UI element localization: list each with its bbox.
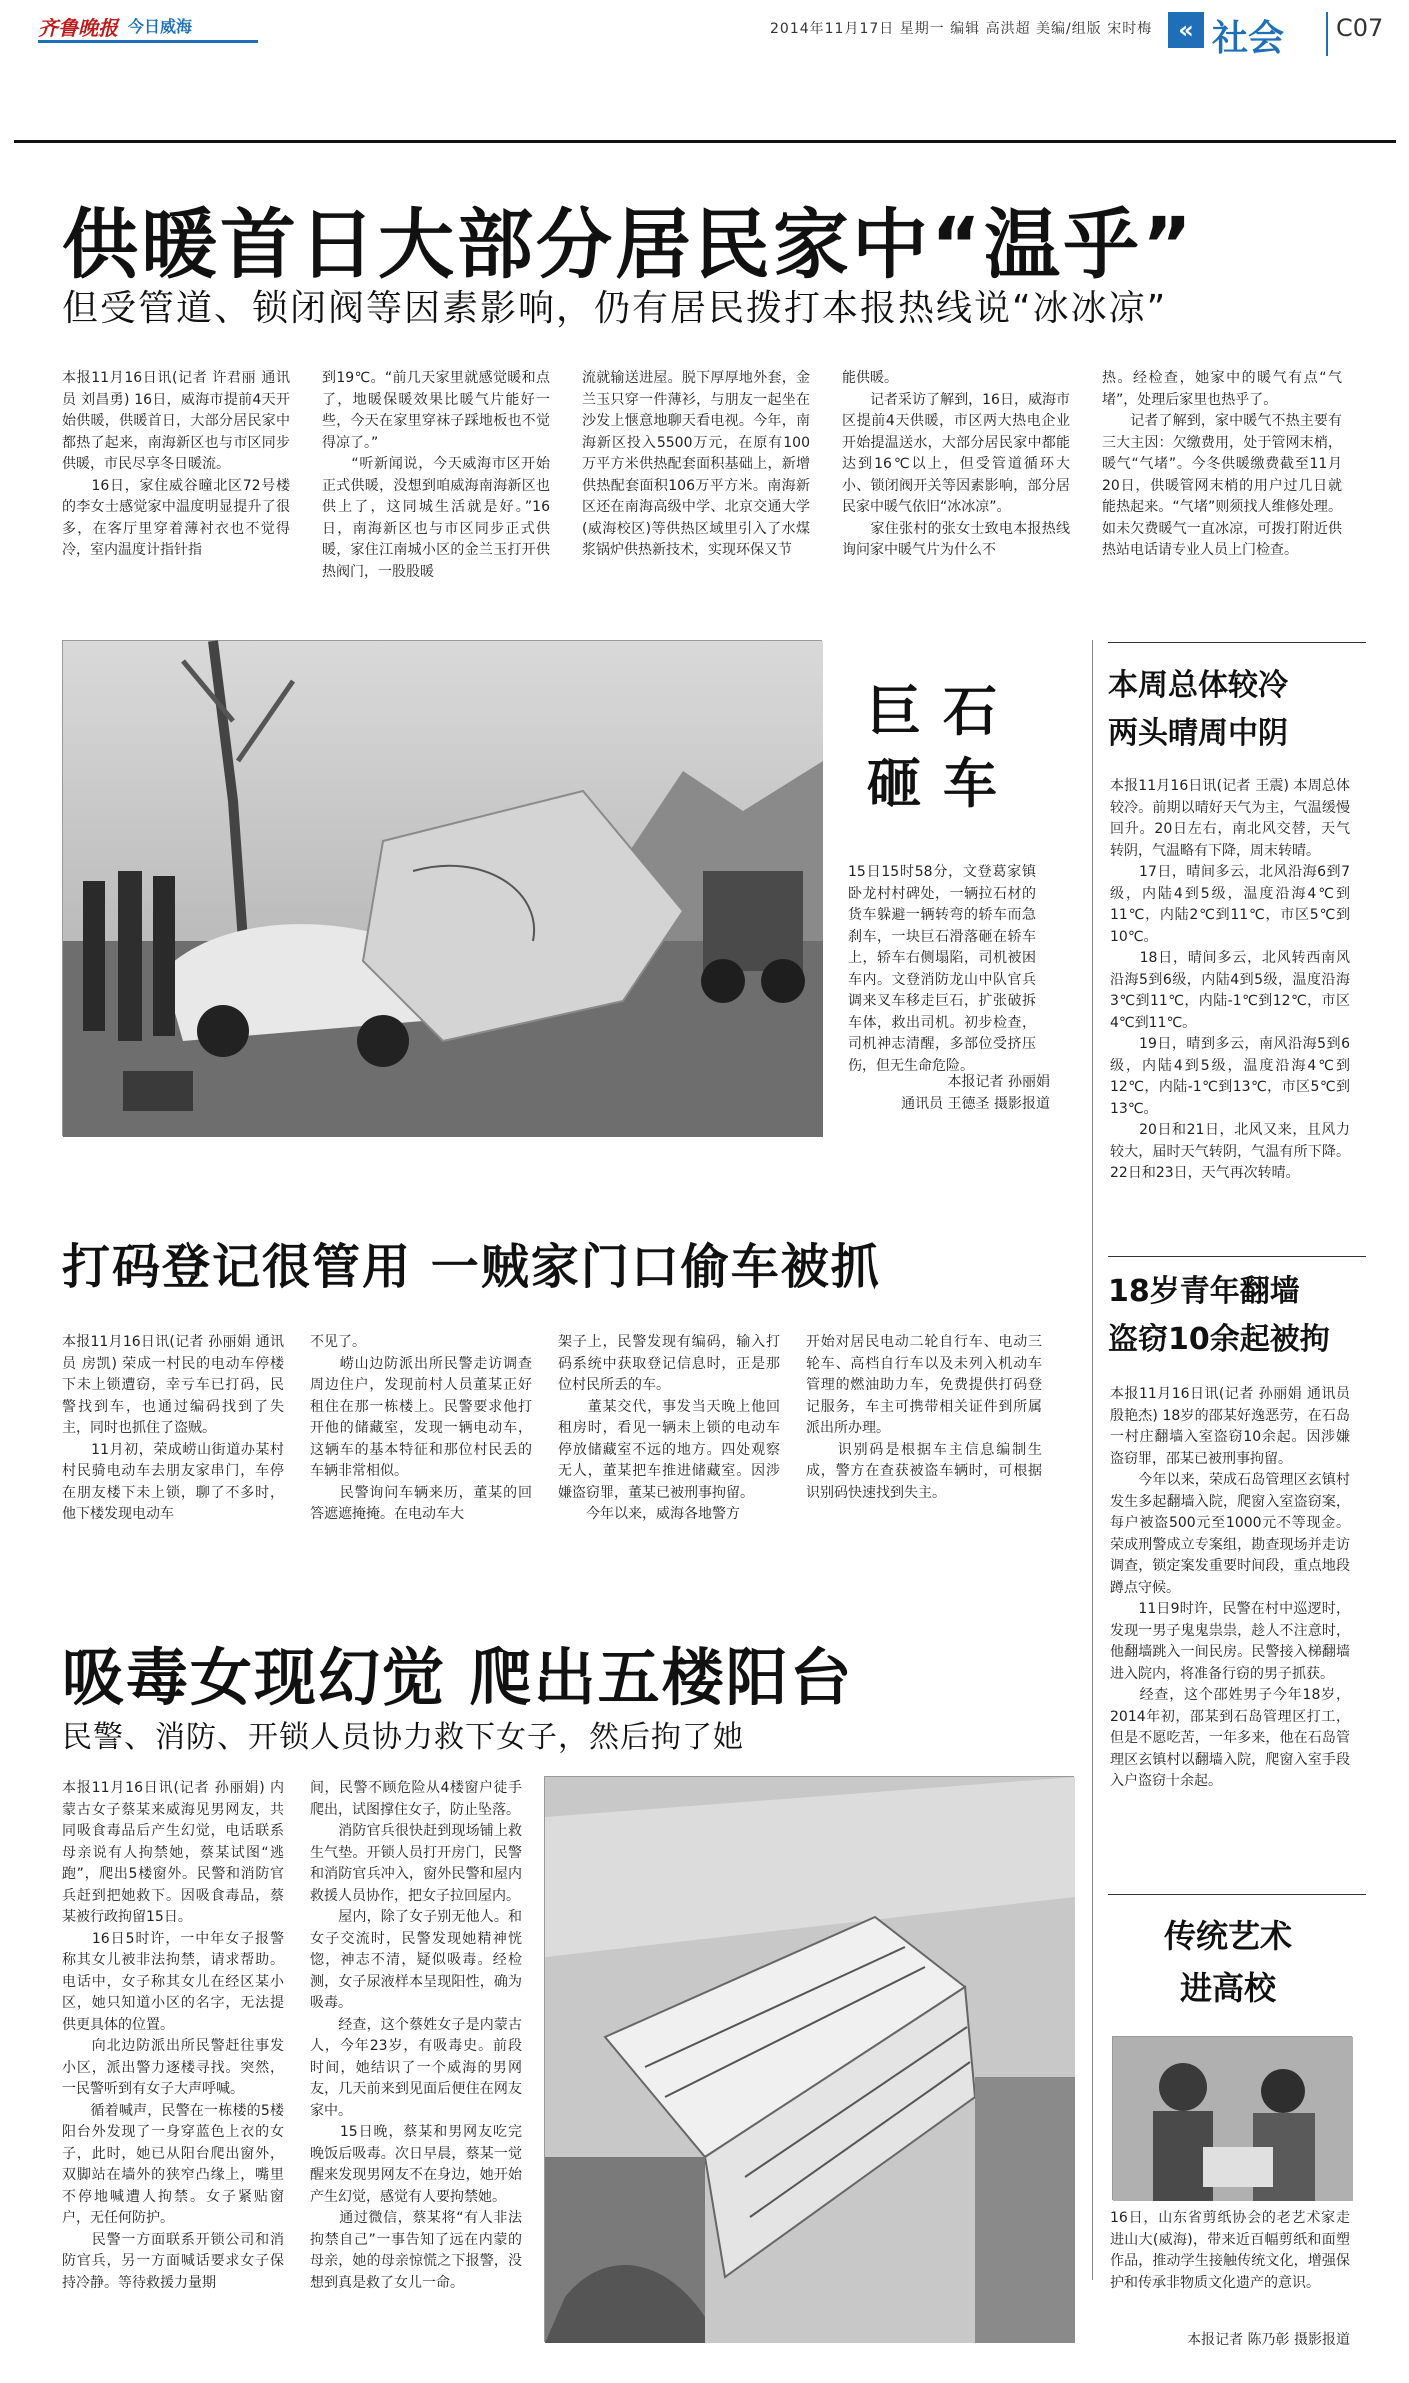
rock-title-line-1: 巨石	[867, 680, 1019, 743]
masthead-rule	[38, 40, 258, 43]
rock-credit-2: 通讯员 王德圣 摄影报道	[901, 1096, 1050, 1112]
art-credit: 本报记者 陈乃彰 摄影报道	[1187, 2332, 1350, 2348]
rock-crash-image	[63, 641, 823, 1137]
theft-column-3: 架子上，民警发现有编码，输入打码系统中获取登记信息时，正是那位村民所丢的车。 董某交代，事发当天晚上他回租房时，看见一辆未上锁的电动车停放储藏室不远的地方。四处观察无人，董某把车推进储藏室。因涉嫌盗窃罪，董某已被刑事拘留。 今年以来，威海各地警方	[558, 1334, 780, 1522]
rock-title-line-2: 砸车	[867, 752, 1019, 815]
theft-column-1: 本报11月16日讯(记者 孙丽娟 通讯员 房凯) 荣成一村民的电动车停楼下未上锁遭窃，幸亏车已打码，民警找到车，也通过编码找到了失主，同时也抓住了盗贼。 11月初，荣成崂山街道办某村村民骑电动车去朋友家串门，车停在朋友楼下未上锁，聊了不多时，他下楼发现电动车	[62, 1334, 284, 1522]
lead-subheadline: 但受管道、锁闭阀等因素影响，仍有居民拨打本报热线说“冰冰凉”	[62, 288, 1168, 329]
section-name: 社会	[1212, 18, 1285, 59]
theft-column-4: 开始对居民电动二轮自行车、电动三轮车、高档自行车以及未列入机动车管理的燃油助力车，免费提供打码登记服务，车主可携带相关证件到所属派出所办理。 识别码是根据车主信息编制生成，警方在查获被盗车辆时，可根据识别码快速找到失主。	[806, 1334, 1042, 1501]
rock-credit-1: 本报记者 孙丽娟	[947, 1074, 1050, 1090]
rock-caption-body: 15日15时58分，文登葛家镇卧龙村村碑处，一辆拉石材的货车躲避一辆转弯的轿车而急刹车，一块巨石滑落砸在轿车上，轿车右侧塌陷，司机被困车内。文登消防龙山中队官兵调来叉车移走巨石，扩张破拆车体，救出司机。初步检查，司机神志清醒，多部位受挤压伤，但无生命危险。	[848, 864, 1036, 1074]
burglary-title-line-2: 盗窃10余起被拘	[1108, 1322, 1330, 1357]
weather-top-rule	[1108, 642, 1366, 643]
lead-headline: 供暖首日大部分居民家中“温乎”	[62, 200, 1195, 289]
rock-crash-photo	[62, 640, 822, 1136]
sidebar-divider	[1092, 640, 1093, 2280]
burglary-body: 本报11月16日讯(记者 孙丽娟 通讯员 殷艳杰) 18岁的邵某好逸恶劳，在石岛一村庄翻墙入室盗窃10余起。因涉嫌盗窃罪，邵某已被刑事拘留。 今年以来，荣成石岛管理区玄镇村发生多起翻墙入院，爬窗入室盗窃案，每户被盗500元至1000元不等现金。荣成刑警成立专案组，勘查现场并走访调查，锁定案发重要时间段，重点地段蹲点守候。 11日9时许，民警在村中巡逻时，发现一男子鬼鬼祟祟，趁人不注意时，他翻墙跳入一间民房。民警接入梯翻墙进入院内，将准备行窃的男子抓获。 经查，这个邵姓男子今年18岁，2014年初，邵某到石岛管理区打工，但是不愿吃苦，一年多来，他在石岛管理区玄镇村以翻墙入院，爬窗入室手段入户盗窃十余起。	[1110, 1386, 1350, 1789]
burglary-top-rule	[1108, 1256, 1366, 1257]
art-top-rule	[1108, 1894, 1366, 1895]
drug-headline: 吸毒女现幻觉 爬出五楼阳台	[62, 1641, 854, 1714]
drug-subheadline: 民警、消防、开锁人员协力救下女子，然后拘了她	[62, 1720, 744, 1755]
art-title-line-1: 传统艺术	[1163, 1917, 1292, 1955]
newspaper-logo: 齐鲁晚报	[38, 16, 118, 40]
section-chevron-icon: «	[1168, 12, 1204, 48]
theft-headline: 打码登记很管用 一贼家门口偷车被抓	[62, 1239, 881, 1295]
drug-column-1: 本报11月16日讯(记者 孙丽娟) 内蒙古女子蔡某来威海见男网友，共同吸食毒品后产生幻觉，电话联系母亲说有人拘禁她，蔡某试图“逃跑”，爬出5楼窗外。民警和消防官兵赶到把她救下。因吸食毒品，蔡某被行政拘留15日。 16日5时许，一中年女子报警称其女儿被非法拘禁，请求帮助。电话中，女子称其女儿在经区某小区，她只知道小区的名字，无法提供更具体的位置。 向北边防派出所民警赶往事发小区，派出警力逐楼寻找。突然，一民警听到有女子大声呼喊。 循着喊声，民警在一栋楼的5楼阳台外发现了一身穿蓝色上衣的女子，此时，她已从阳台爬出窗外，双脚站在墙外的狭窄凸缘上，嘴里不停地喊遭人拘禁。女子紧贴窗户，无任何防护。 民警一方面联系开锁公司和消防官兵，另一方面喊话要求女子保持冷静。等待救援力量期	[62, 1780, 284, 2291]
theft-column-2: 不见了。 崂山边防派出所民警走访调查周边住户，发现前村人员董某正好租住在那一栋楼上。民警要求他打开他的储藏室，发现一辆电动车，这辆车的基本特征和那位村民丢的车辆非常相似。 民警询问车辆来历，董某的回答遮遮掩掩。在电动车大	[310, 1334, 532, 1522]
papercut-image	[1113, 2037, 1353, 2201]
art-body: 16日，山东省剪纸协会的老艺术家走进山大(威海)，带来近百幅剪纸和面塑作品，推动学生接触传统文化，增强保护和传承非物质文化遗产的意识。	[1110, 2210, 1350, 2291]
apartment-building-photo	[544, 1776, 1074, 2342]
header-divider	[1326, 12, 1328, 56]
issue-meta: 2014年11月17日 星期一 编辑 高洪超 美编/组版 宋时梅	[770, 21, 1153, 37]
apartment-building-image	[545, 1777, 1075, 2343]
edition-name: 今日威海	[128, 17, 193, 36]
page-number: C07	[1336, 14, 1384, 42]
lead-column-4: 能供暖。 记者采访了解到，16日，威海市区提前4天供暖，市区两大热电企业开始提温送水，大部分居民家中都能达到16℃以上，但受管道循环大小、锁闭阀开关等因素影响，部分居民家中暖气依旧“冰冰凉”。 家住张村的张女士致电本报热线询问家中暖气片为什么不	[842, 370, 1070, 558]
top-rule	[14, 140, 1396, 143]
lead-column-3: 流就输送进屋。脱下厚厚地外套，金兰玉只穿一件薄衫，与朋友一起坐在沙发上惬意地聊天看电视。今年，南海新区投入5500万元，在原有100万平方米供热配套面积基础上，新增供热配套面积106万平方米。南海新区还在南海高级中学、北京交通大学(威海校区)等供热区域里引入了水煤浆锅炉供热新技术，实现环保又节	[582, 370, 810, 558]
weather-title-line-1: 本周总体较冷	[1108, 668, 1288, 703]
drug-column-2: 间，民警不顾危险从4楼窗户徒手爬出，试图撑住女子，防止坠落。 消防官兵很快赶到现场铺上救生气垫。开锁人员打开房门，民警和消防官兵冲入，窗外民警和屋内救援人员协作，把女子拉回屋内。 屋内，除了女子别无他人。和女子交流时，民警发现她精神恍惚，神志不清，疑似吸毒。经检测，女子尿液样本呈现阳性，确为吸毒。 经查，这个蔡姓女子是内蒙古人，今年23岁，有吸毒史。前段时间，她结识了一个威海的男网友，几天前来到见面后便住在网友家中。 15日晚，蔡某和男网友吃完晚饭后吸毒。次日早晨，蔡某一觉醒来发现男网友不在身边，她开始产生幻觉，感觉有人要拘禁她。 通过微信，蔡某将“有人非法拘禁自己”一事告知了远在内蒙的母亲，她的母亲惊慌之下报警，没想到真是救了女儿一命。	[310, 1780, 522, 2291]
burglary-title-line-1: 18岁青年翻墙	[1108, 1274, 1300, 1309]
art-title-line-2: 进高校	[1179, 1969, 1276, 2007]
weather-body: 本报11月16日讯(记者 王震) 本周总体较冷。前期以晴好天气为主，气温缓慢回升。20日左右，南北风交替，天气转阴，气温略有下降，周末转晴。 17日，晴间多云，北风沿海6到7级，内陆4到5级，温度沿海4℃到11℃，内陆2℃到11℃，市区5℃到10℃。 18日，晴间多云，北风转西南风沿海5到6级，内陆4到5级，温度沿海3℃到11℃，内陆-1℃到12℃，市区4℃到11℃。 19日，晴到多云，南风沿海5到6级，内陆4到5级，温度沿海4℃到12℃，内陆-1℃到13℃，市区5℃到13℃。 20日和21日，北风又来，且风力较大，届时天气转阴，气温有所下降。22日和23日，天气再次转晴。	[1110, 778, 1350, 1181]
weather-title-line-2: 两头晴周中阴	[1108, 716, 1288, 751]
masthead	[0, 0, 1409, 70]
lead-column-1: 本报11月16日讯(记者 许君丽 通讯员 刘昌勇) 16日，威海市提前4天开始供暖，供暖首日，大部分居民家中都热了起来，南海新区也与市区同步供暖，市民尽享冬日暖流。 16日，家住威谷曈北区72号楼的李女士感觉家中温度明显提升了很多，在客厅里穿着薄衬衣也不觉得冷，室内温度计指针指	[62, 370, 290, 558]
lead-column-5: 热。经检查，她家中的暖气有点“气堵”，处理后家里也热乎了。 记者了解到，家中暖气不热主要有三大主因：欠缴费用，处于管网末梢，暖气“气堵”。今冬供暖缴费截至11月20日，供暖管网末梢的用户过几日就能热起来。“气堵”则须找人维修处理。如未欠费暖气一直冰凉，可拨打附近供热站电话请专业人员上门检查。	[1102, 370, 1342, 558]
lead-column-2: 到19℃。“前几天家里就感觉暖和点了，地暖保暖效果比暖气片能好一些，今天在家里穿袜子踩地板也不觉得凉了。” “听新闻说，今天威海市区开始正式供暖，没想到咱威海南海新区也供上了，这同城生活就是好。”16日，南海新区也与市区同步正式供暖，家住江南城小区的金兰玉打开供热阀门，一股股暖	[322, 370, 550, 580]
papercut-photo	[1112, 2036, 1352, 2200]
